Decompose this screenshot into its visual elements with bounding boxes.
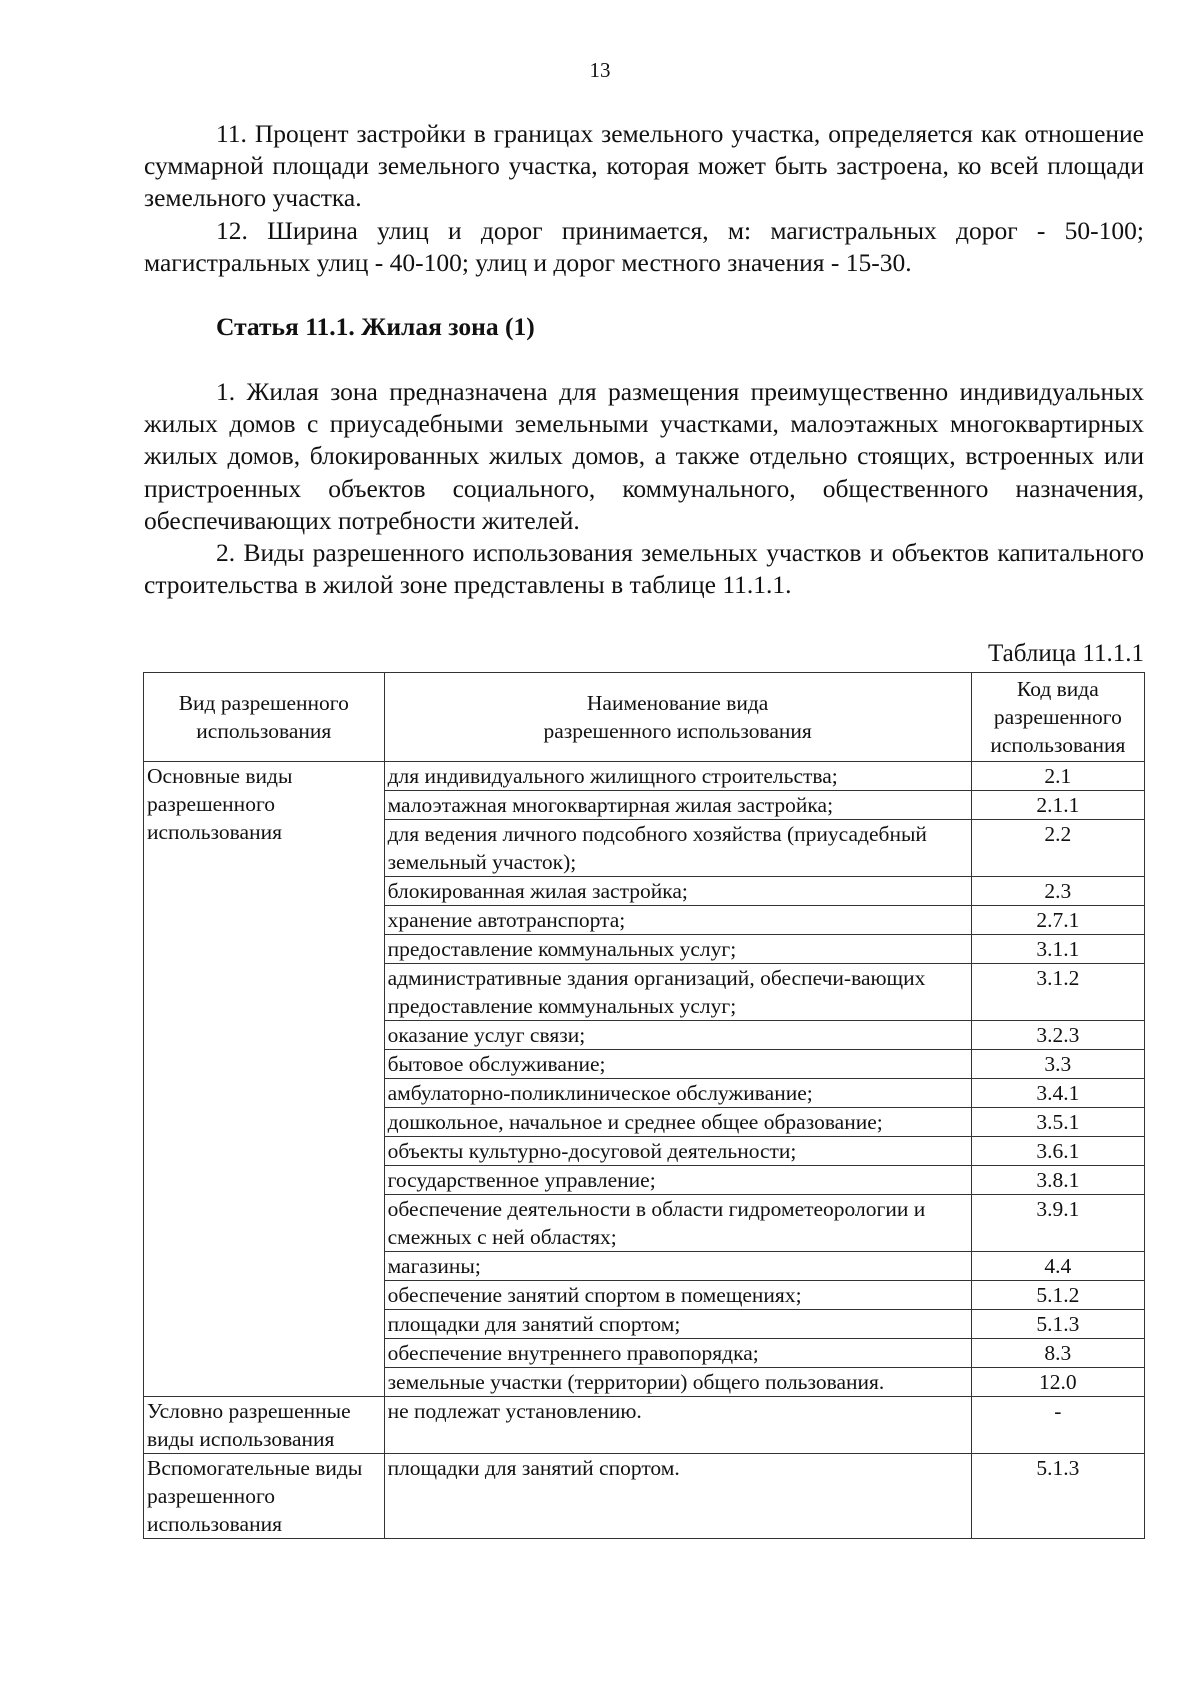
table-row-conditional [144, 1397, 1145, 1454]
table-cell-name: предоставление коммунальных услуг; [384, 935, 971, 964]
auxiliary-category-cell: Вспомогательные виды разрешенного использования [144, 1454, 385, 1539]
table-cell-name: площадки для занятий спортом; [384, 1310, 971, 1339]
table-cell-code: 3.1.2 [971, 964, 1144, 1021]
article-section [144, 376, 1144, 601]
table-cell-name: обеспечение деятельности в области гидрометеорологии и смежных с ней областях; [384, 1195, 971, 1252]
table-cell-name: государственное управление; [384, 1166, 971, 1195]
table-row-auxiliary [144, 1454, 1145, 1539]
table-cell-code: 4.4 [971, 1252, 1144, 1281]
conditional-category-cell: Условно разрешенные виды использования [144, 1397, 385, 1454]
table-cell-name: хранение автотранспорта; [384, 906, 971, 935]
table-cell-code: 5.1.2 [971, 1281, 1144, 1310]
table-cell-name: административные здания организаций, обеспечи-вающих предоставление коммунальных услуг; [384, 964, 971, 1021]
table-cell-name: дошкольное, начальное и среднее общее образование; [384, 1108, 971, 1137]
table-cell-name: амбулаторно-поликлиническое обслуживание; [384, 1079, 971, 1108]
table-cell-code: 3.8.1 [971, 1166, 1144, 1195]
header-name-line2: разрешенного использования [543, 719, 812, 743]
table-cell-code: 2.3 [971, 877, 1144, 906]
table-cell-name: блокированная жилая застройка; [384, 877, 971, 906]
table-cell-code: 2.7.1 [971, 906, 1144, 935]
auxiliary-name-cell: площадки для занятий спортом. [384, 1454, 971, 1539]
table-cell-name: оказание услуг связи; [384, 1021, 971, 1050]
table-row-main [144, 762, 1145, 791]
auxiliary-code-cell: 5.1.3 [971, 1454, 1144, 1539]
intro-section [144, 118, 1144, 279]
conditional-code-cell: - [971, 1397, 1144, 1454]
table-cell-name: для ведения личного подсобного хозяйства (приусадебный земельный участок); [384, 820, 971, 877]
table-cell-code: 2.2 [971, 820, 1144, 877]
main-category-cell: Основные виды разрешенного использования [144, 762, 385, 1397]
article-heading: Статья 11.1. Жилая зона (1) [216, 312, 535, 341]
page-number: 13 [589, 58, 611, 82]
table-cell-code: 12.0 [971, 1368, 1144, 1397]
table-cell-name: малоэтажная многоквартирная жилая застройка; [384, 791, 971, 820]
table-cell-code: 3.4.1 [971, 1079, 1144, 1108]
table-cell-code: 2.1.1 [971, 791, 1144, 820]
table-cell-name: обеспечение внутреннего правопорядка; [384, 1339, 971, 1368]
paragraph-item-11: 11. Процент застройки в границах земельного участка, определяется как отношение суммарной площади земельного участка, которая может быть застроена, ко всей площади земельного участка. [144, 119, 1144, 213]
table-cell-code: 3.5.1 [971, 1108, 1144, 1137]
table-cell-code: 3.6.1 [971, 1137, 1144, 1166]
table-cell-code: 5.1.3 [971, 1310, 1144, 1339]
table-cell-code: 3.1.1 [971, 935, 1144, 964]
paragraph-item-12: 12. Ширина улиц и дорог принимается, м: магистральных дорог - 50-100; магистральных улиц - 40-100; улиц и дорог местного значения - 15-30. [144, 215, 1144, 277]
table-cell-name: земельные участки (территории) общего пользования. [384, 1368, 971, 1397]
header-code: Код вида разрешенного использования [971, 673, 1144, 762]
table-caption: Таблица 11.1.1 [988, 640, 1144, 667]
table-cell-name: бытовое обслуживание; [384, 1050, 971, 1079]
paragraph-zone-item-1: 1. Жилая зона предназначена для размещения преимущественно индивидуальных жилых домов с приусадебными земельными участками, малоэтажных многоквартирных жилых домов, блокированных жилых домов, а также отдельно стоящих, встроенных или пристроенных объектов социального, коммунального, общественного назначения, обеспечивающих потребности жителей. [144, 377, 1144, 535]
header-name [384, 673, 971, 762]
table-cell-code: 3.3 [971, 1050, 1144, 1079]
header-name-line1: Наименование вида [586, 691, 769, 715]
table-header-row [144, 673, 1145, 762]
table-cell-code: 3.2.3 [971, 1021, 1144, 1050]
table-cell-code: 2.1 [971, 762, 1144, 791]
conditional-name-cell: не подлежат установлению. [384, 1397, 971, 1454]
table-cell-code: 3.9.1 [971, 1195, 1144, 1252]
header-category: Вид разрешенного использования [144, 673, 385, 762]
table-cell-name: обеспечение занятий спортом в помещениях; [384, 1281, 971, 1310]
table-body [144, 762, 1145, 1539]
land-use-table [143, 672, 1145, 1539]
table-cell-name: объекты культурно-досуговой деятельности; [384, 1137, 971, 1166]
table-cell-name: для индивидуального жилищного строительства; [384, 762, 971, 791]
paragraph-zone-item-2: 2. Виды разрешенного использования земельных участков и объектов капитального строительства в жилой зоне представлены в таблице 11.1.1. [144, 538, 1144, 600]
table-cell-code: 8.3 [971, 1339, 1144, 1368]
table-cell-name: магазины; [384, 1252, 971, 1281]
